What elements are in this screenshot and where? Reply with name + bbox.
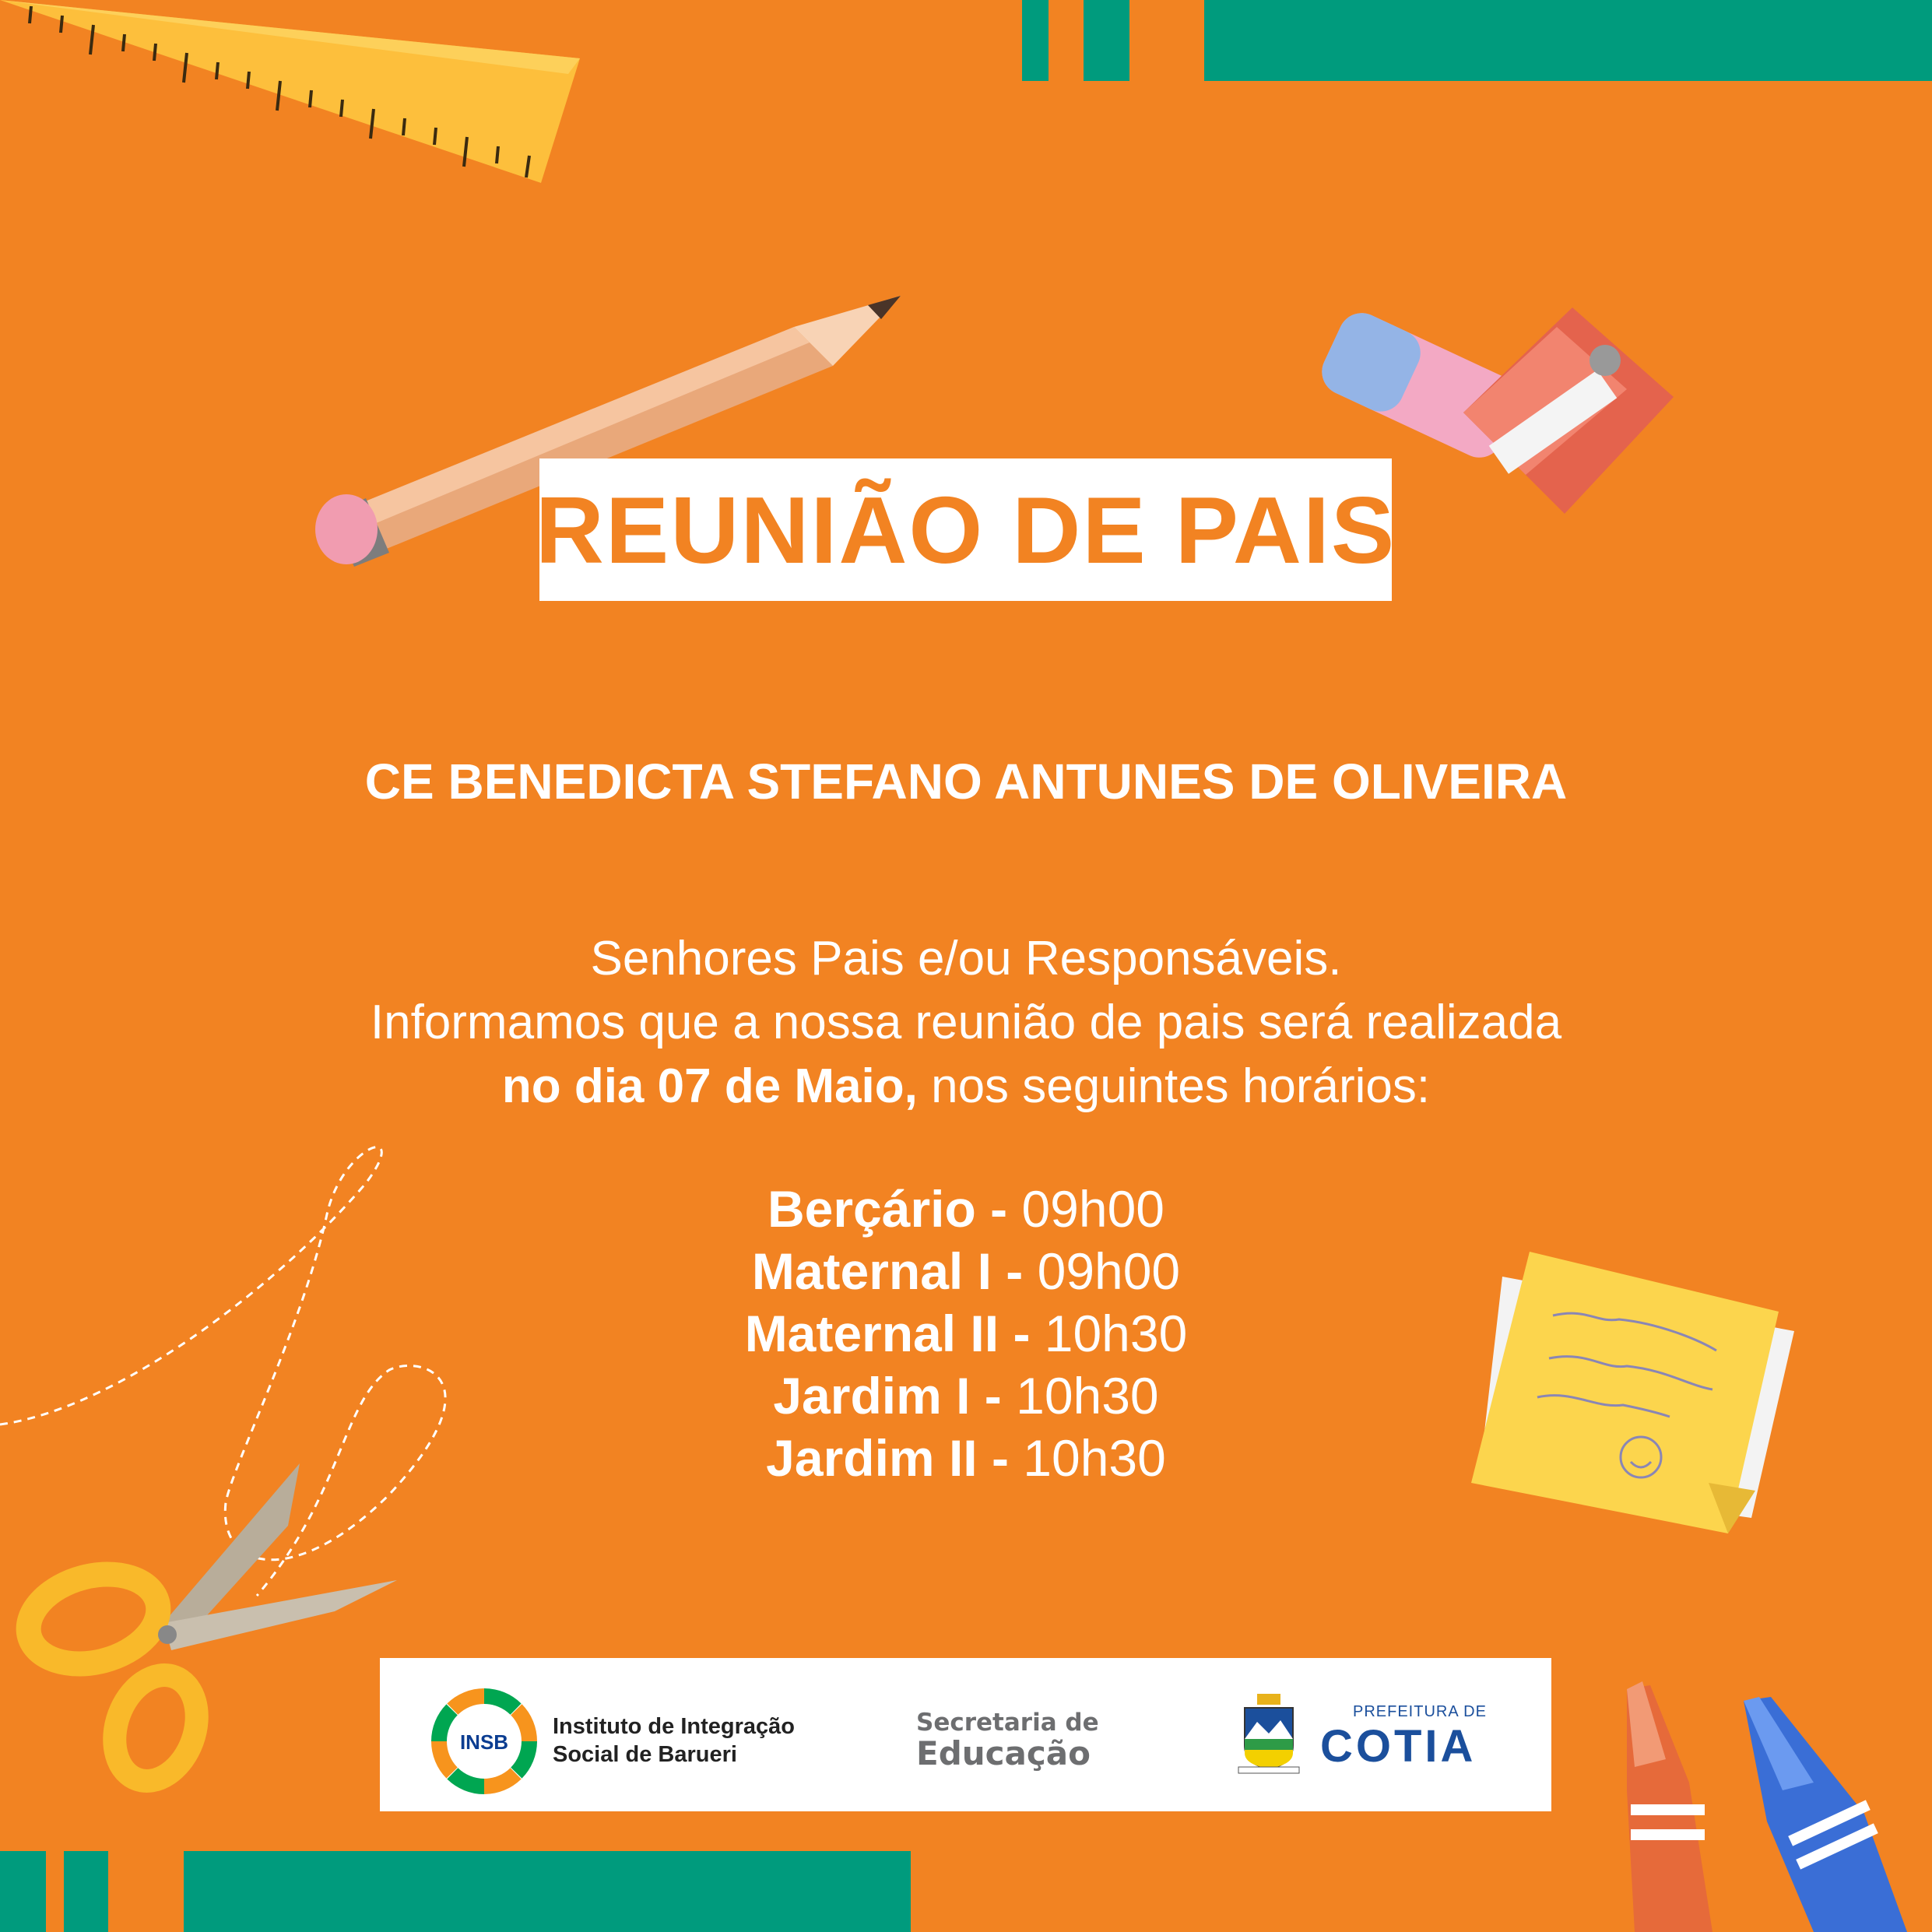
secretaria-line-2: Educação bbox=[916, 1734, 1091, 1772]
schedule-row bbox=[0, 1242, 1932, 1301]
secretaria-logo bbox=[916, 1709, 1099, 1772]
meeting-date: no dia 07 de Maio, bbox=[501, 1059, 918, 1113]
insb-logo-icon bbox=[428, 1685, 541, 1798]
insb-name bbox=[553, 1712, 795, 1769]
insb-name-line-1: Instituto de Integração bbox=[553, 1714, 795, 1739]
sharpener-icon bbox=[1463, 307, 1674, 514]
title-banner bbox=[535, 458, 1396, 601]
schedule-time: 10h30 bbox=[1023, 1429, 1166, 1487]
orange-crayon-icon bbox=[1627, 1681, 1712, 1932]
schedule-row bbox=[0, 1304, 1932, 1363]
schedule-label: Jardim II - bbox=[766, 1429, 1024, 1487]
scissors-icon bbox=[19, 1463, 397, 1793]
school-name: CE BENEDICTA STEFANO ANTUNES DE OLIVEIRA bbox=[364, 753, 1568, 810]
prefeitura-label: PREFEITURA DE bbox=[1353, 1703, 1487, 1720]
ruler-icon bbox=[0, 0, 580, 183]
schedule-row bbox=[0, 1428, 1932, 1488]
schedule-time: 10h30 bbox=[1016, 1367, 1159, 1424]
cotia-label: COTIA bbox=[1320, 1721, 1477, 1772]
schedule-label: Jardim I - bbox=[773, 1367, 1017, 1424]
message-line-1: Senhores Pais e/ou Responsáveis. bbox=[590, 932, 1342, 985]
schedule-row bbox=[0, 1366, 1932, 1425]
page-title: REUNIÃO DE PAIS bbox=[535, 476, 1396, 583]
schedule-row bbox=[0, 1179, 1932, 1238]
schedule-time: 10h30 bbox=[1044, 1305, 1188, 1362]
cotia-coat-of-arms-icon bbox=[1234, 1691, 1304, 1776]
schedule-time: 09h00 bbox=[1037, 1242, 1181, 1300]
insb-abbr: INSB bbox=[459, 1730, 509, 1754]
schedule-label: Maternal I - bbox=[751, 1242, 1038, 1300]
message-line-2: Informamos que a nossa reunião de pais será realizada bbox=[370, 996, 1562, 1049]
schedule-label: Maternal II - bbox=[744, 1305, 1045, 1362]
schedule-time: 09h00 bbox=[1021, 1180, 1164, 1238]
blue-crayon-icon bbox=[1744, 1697, 1907, 1932]
secretaria-line-1: Secretaria de bbox=[916, 1709, 1099, 1737]
schedule-label: Berçário - bbox=[768, 1180, 1022, 1238]
message-line-3-rest: nos seguintes horários: bbox=[917, 1059, 1431, 1113]
insb-name-line-2: Social de Barueri bbox=[553, 1742, 737, 1767]
message-line-3 bbox=[0, 1059, 1932, 1114]
